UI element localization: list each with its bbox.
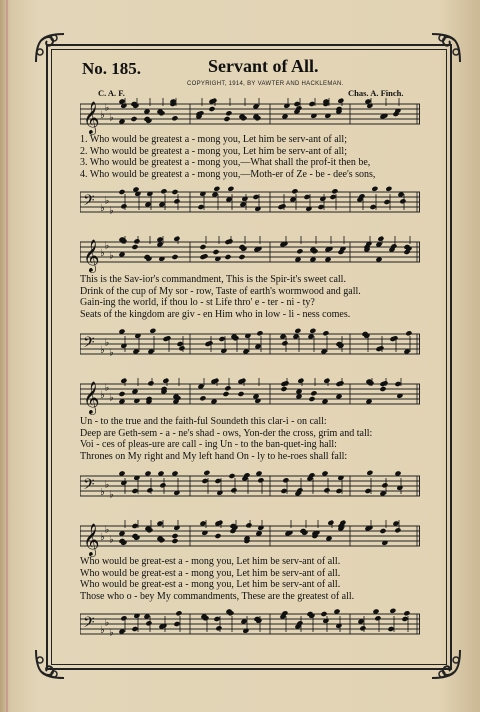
svg-text:♭: ♭ [104, 524, 110, 536]
lyrics-block-3 [80, 416, 430, 462]
svg-text:♭: ♭ [100, 532, 105, 543]
lyric-line: 1. Who would be greatest a - mong you, Let him be serv-ant of all; [80, 134, 347, 145]
svg-text:♭: ♭ [100, 487, 105, 498]
svg-text:𝄞: 𝄞 [83, 523, 100, 556]
hymn-number: No. 185. [82, 59, 142, 78]
treble-staff-1 [80, 96, 420, 136]
hymn-title: Servant of All. [208, 56, 319, 76]
svg-text:♭: ♭ [100, 390, 105, 401]
lyric-line: Who would be great-est a - mong you, Let him be serv-ant of all. [80, 567, 341, 579]
lyric-line: 2. Who would be greatest a - mong you, Let him be serv-ant of all; [80, 145, 347, 157]
svg-text:♭: ♭ [109, 392, 114, 404]
svg-text:♭: ♭ [104, 617, 110, 629]
svg-text:♭: ♭ [100, 345, 105, 356]
treble-staff-2 [80, 234, 420, 274]
bass-staff-1 [80, 184, 420, 224]
svg-text:♭: ♭ [104, 479, 110, 491]
svg-text:𝄞: 𝄞 [83, 239, 100, 272]
lyric-line: Seats of the kingdom are giv - en Him who in low - li - ness comes. [80, 308, 351, 320]
lyric-line: Gain-ing the world, if thou lo - st Life thro' e - ter - ni - ty? [80, 297, 315, 308]
svg-text:♭: ♭ [109, 627, 114, 639]
svg-text:♭: ♭ [100, 110, 105, 121]
svg-text:♭: ♭ [100, 203, 105, 214]
treble-staff-4 [80, 518, 420, 558]
bass-staff-4 [80, 606, 420, 646]
lyric-line: Those who o - bey My commandments, These are the greatest of all. [80, 590, 355, 602]
treble-staff-3 [80, 376, 420, 416]
svg-text:𝄢: 𝄢 [83, 192, 95, 213]
lyrics-block-1 [80, 134, 430, 180]
lyric-line: Thrones on My right and My left hand On - ly to he-roes shall fall: [80, 450, 348, 462]
svg-text:♭: ♭ [109, 489, 114, 501]
svg-text:♭: ♭ [109, 250, 114, 262]
corner-ornament-icon [32, 30, 68, 66]
svg-text:𝄢: 𝄢 [83, 614, 95, 635]
svg-text:♭: ♭ [100, 625, 105, 636]
corner-ornament-icon [428, 646, 464, 682]
svg-text:♭: ♭ [109, 112, 114, 124]
svg-text:♭: ♭ [109, 534, 114, 546]
svg-text:♭: ♭ [104, 382, 110, 394]
svg-text:♭: ♭ [100, 248, 105, 259]
lyric-line: 4. Who would be greatest a - mong you,—Moth-er of Ze - be - dee's sons, [80, 168, 376, 180]
lyricist: C. A. F. [98, 88, 125, 98]
lyric-line: This is the Sav-ior's commandment, This is the Spir-it's sweet call. [80, 274, 346, 285]
lyric-line: Drink of the cup of My sor - row, Taste of earth's wormwood and gall. [80, 285, 361, 297]
svg-text:♭: ♭ [109, 205, 114, 217]
bass-staff-3 [80, 468, 420, 508]
lyric-line: Deep are Geth-sem - a - ne's shad - ows, Yon-der the cross, grim and tall: [80, 427, 373, 439]
svg-text:𝄞: 𝄞 [83, 381, 100, 414]
lyric-line: 3. Who would be greatest a - mong you,—What shall the prof-it then be, [80, 157, 371, 168]
svg-text:♭: ♭ [109, 347, 114, 359]
corner-ornament-icon [32, 646, 68, 682]
svg-text:𝄢: 𝄢 [83, 334, 95, 355]
lyrics-block-2 [80, 274, 430, 320]
composer: Chas. A. Finch. [348, 88, 404, 98]
lyric-line: Who would be great-est a - mong you, Let him be serv-ant of all. [80, 556, 341, 567]
svg-text:♭: ♭ [104, 240, 110, 252]
lyric-line: Un - to the true and the faith-ful Soundeth this clar-i - on call: [80, 416, 327, 427]
lyric-line: Voi - ces of pleas-ure are call - ing Un - to the ban-quet-ing hall: [80, 439, 337, 450]
lyrics-block-4 [80, 556, 430, 602]
copyright-notice: COPYRIGHT, 1914, BY VAWTER AND HACKLEMAN. [187, 81, 344, 87]
svg-text:♭: ♭ [104, 337, 110, 349]
svg-text:♭: ♭ [104, 195, 110, 207]
svg-text:𝄞: 𝄞 [83, 101, 100, 134]
lyric-line: Who would be great-est a - mong you, Let him be serv-ant of all. [80, 579, 341, 590]
svg-text:𝄢: 𝄢 [83, 476, 95, 497]
svg-text:♭: ♭ [104, 102, 110, 114]
bass-staff-2 [80, 326, 420, 366]
corner-ornament-icon [428, 30, 464, 66]
